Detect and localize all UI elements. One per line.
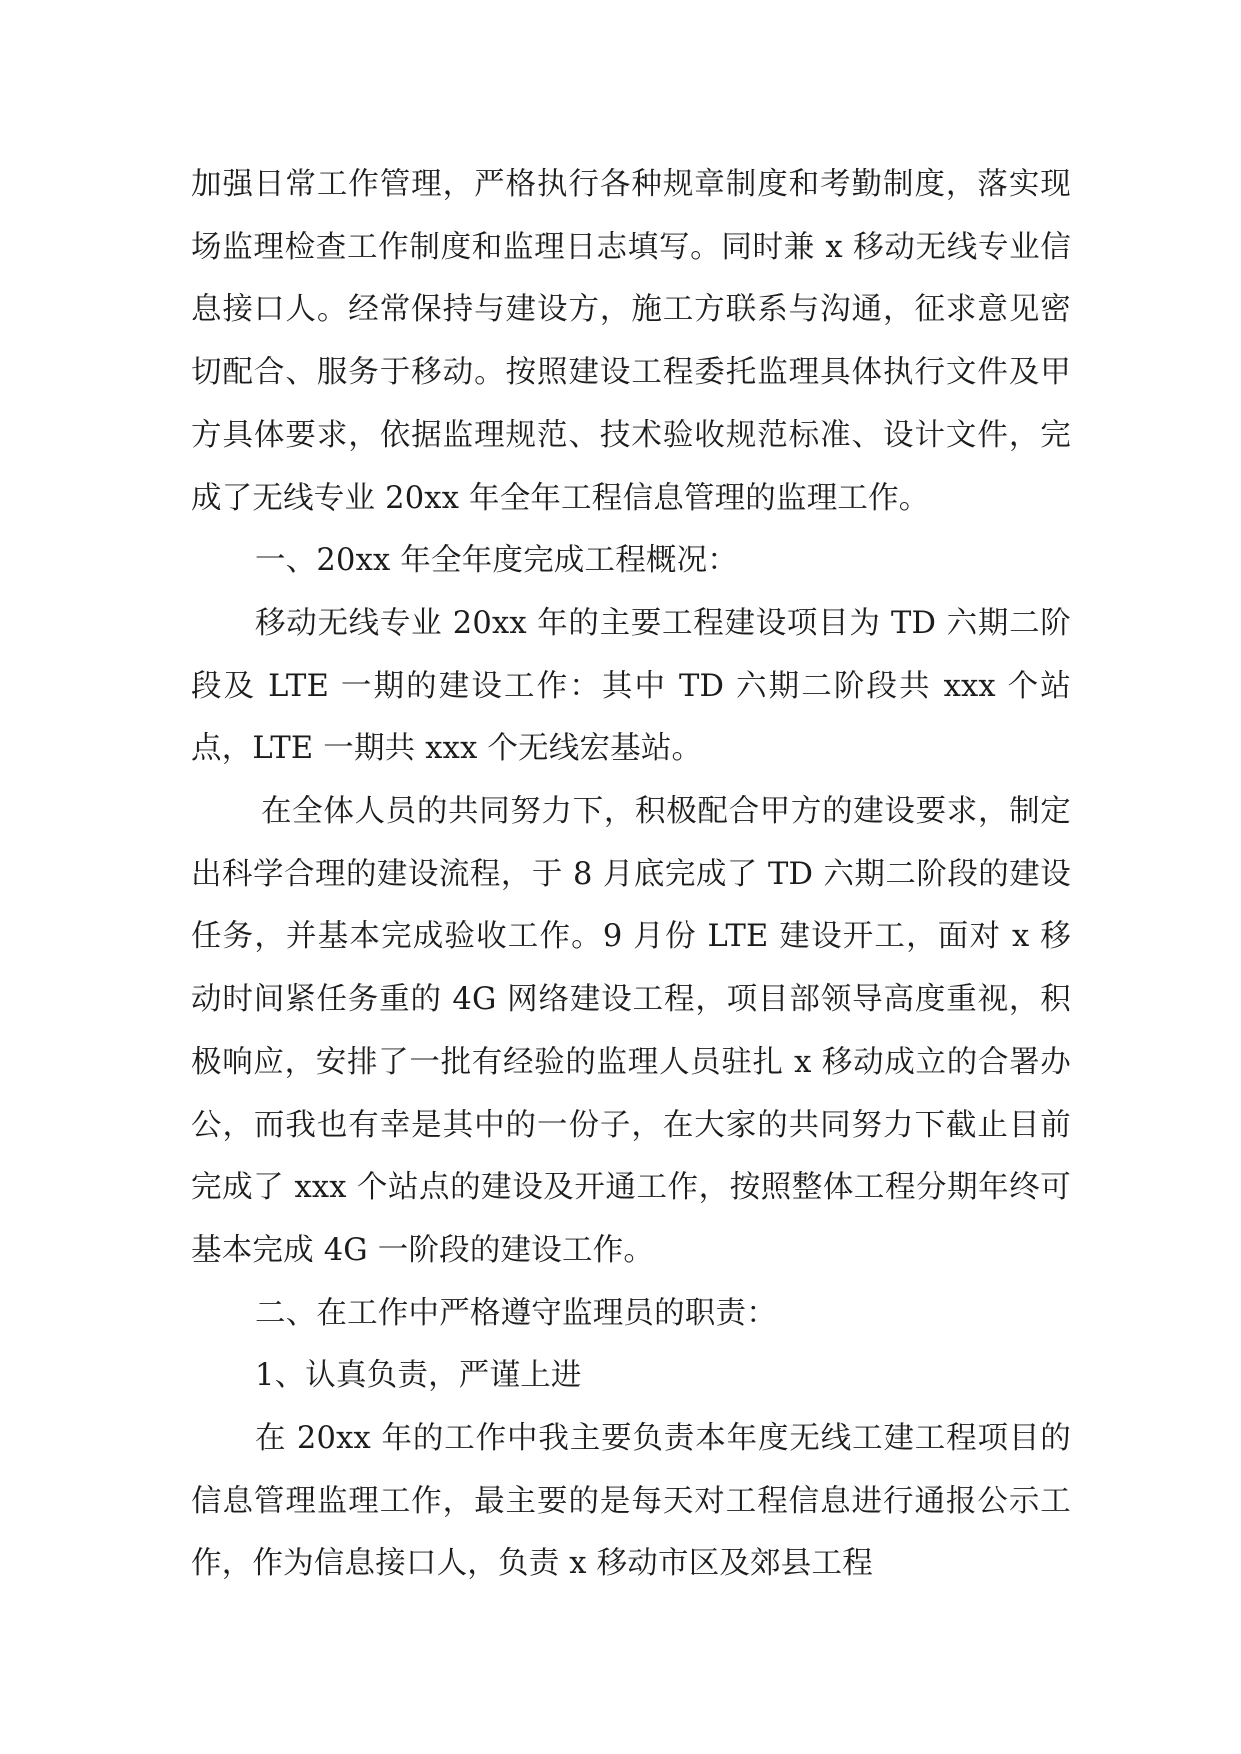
document-body [191, 154, 1071, 1596]
subheading-responsibility: 1、认真负责，严谨上进 [255, 1358, 582, 1394]
paragraph-work-management: 加强日常工作管理，严格执行各种规章制度和考勤制度，落实现场监理检查工作制度和监理日志填写。同时兼 x 移动无线专业信息接口人。经常保持与建设方，施工方联系与沟通，征求意见密切配合、服务于移动。按照建设工程委托监理具体执行文件及甲方具体要求，依据监理规范、技术验收规范标准、设计文件，完成了无线专业 20xx 年全年工程信息管理的监理工作。 [191, 167, 1071, 516]
paragraph-project-summary: 移动无线专业 20xx 年的主要工程建设项目为 TD 六期二阶段及 LTE 一期的建设工作：其中 TD 六期二阶段共 xxx 个站点，LTE 一期共 xxx 个无线宏基站。 [191, 605, 1071, 767]
section-heading-supervisor-duties: 二、在工作中严格遵守监理员的职责： [255, 1295, 777, 1331]
paragraph-information-management: 在 20xx 年的工作中我主要负责本年度无线工建工程项目的信息管理监理工作，最主要的是每天对工程信息进行通报公示工作，作为信息接口人，负责 x 移动市区及郊县工程 [191, 1421, 1071, 1582]
paragraph-construction-progress: 在全体人员的共同努力下，积极配合甲方的建设要求，制定出科学合理的建设流程，于 8 月底完成了 TD 六期二阶段的建设任务，并基本完成验收工作。9 月份 LTE 建设开工，面对 x 移动时间紧任务重的 4G 网络建设工程，项目部领导高度重视，积极响应，安排了一批有经验的监理人员驻扎 x 移动成立的合署办公，而我也有幸是其中的一份子，在大家的共同努力下截止目前完成了 xxx 个站点的建设及开通工作，按照整体工程分期年终可基本完成 4G 一阶段的建设工作。 [191, 794, 1071, 1268]
section-heading-project-overview: 一、20xx 年全年度完成工程概况： [255, 543, 739, 579]
